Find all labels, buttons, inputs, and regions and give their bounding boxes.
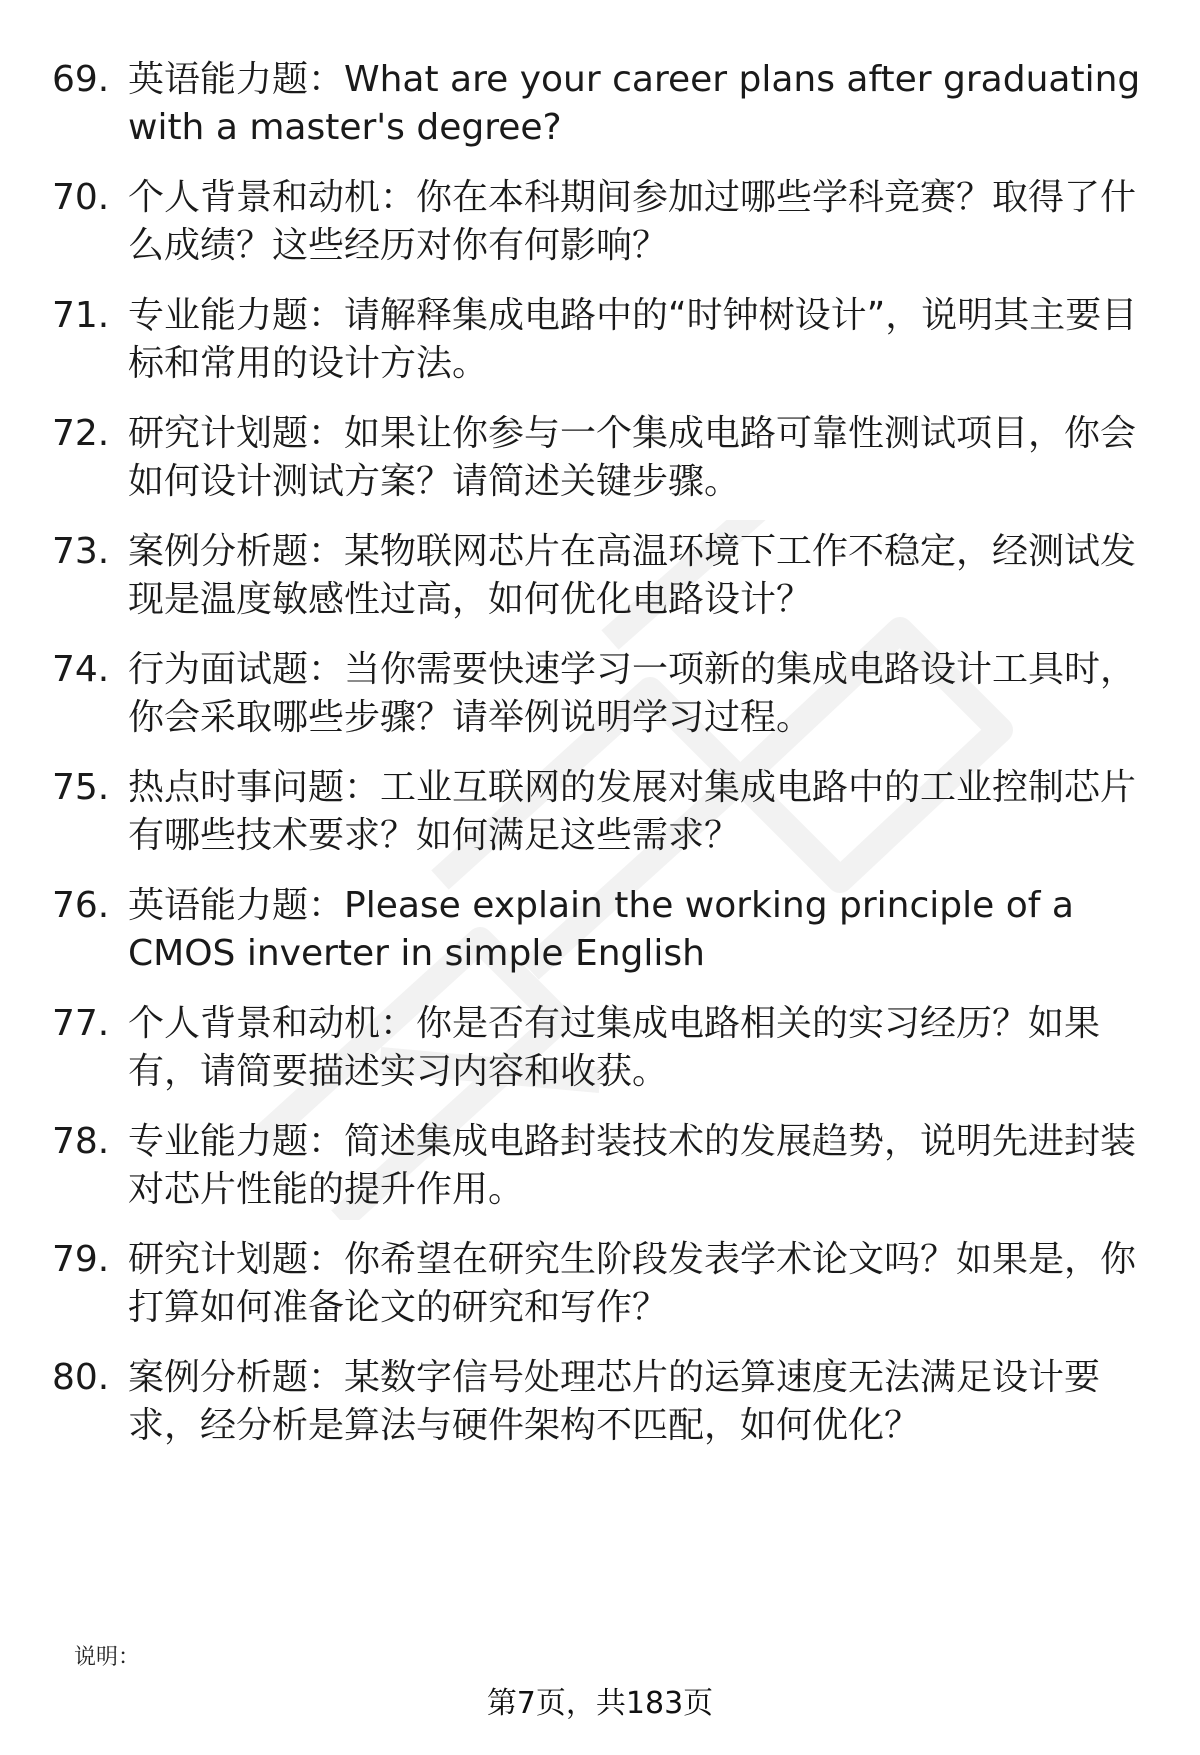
question-number: 70. — [52, 177, 110, 218]
question-number: 80. — [52, 1357, 110, 1398]
question-text: 行为面试题：当你需要快速学习一项新的集成电路设计工具时，你会采取哪些步骤？请举例说明学习过程。 — [128, 649, 1137, 738]
watermark — [180, 520, 1080, 1220]
question-item — [52, 646, 1152, 742]
question-number: 79. — [52, 1239, 110, 1280]
question-item — [52, 1354, 1152, 1450]
question-item — [52, 174, 1152, 270]
question-number: 75. — [52, 767, 110, 808]
question-item — [52, 292, 1152, 388]
question-text: 专业能力题：请解释集成电路中的“时钟树设计”，说明其主要目标和常用的设计方法。 — [128, 295, 1138, 384]
question-text: 英语能力题：What are your career plans after graduating with a master's degree? — [128, 59, 1141, 148]
question-item — [52, 528, 1152, 624]
note-label: 说明： — [74, 1645, 141, 1670]
question-number: 72. — [52, 413, 110, 454]
question-number: 78. — [52, 1121, 110, 1162]
question-item — [52, 882, 1152, 978]
question-text: 案例分析题：某数字信号处理芯片的运算速度无法满足设计要求，经分析是算法与硬件架构不匹配，如何优化？ — [128, 1357, 1101, 1446]
question-number: 73. — [52, 531, 110, 572]
question-text: 个人背景和动机：你在本科期间参加过哪些学科竞赛？取得了什么成绩？这些经历对你有何影响？ — [128, 177, 1137, 266]
question-number: 71. — [52, 295, 110, 336]
question-text: 专业能力题：简述集成电路封装技术的发展趋势，说明先进封装对芯片性能的提升作用。 — [128, 1121, 1137, 1210]
question-item — [52, 56, 1152, 152]
page-footer: 第7页，共183页 — [486, 1686, 714, 1721]
question-item — [52, 1000, 1152, 1096]
question-text: 案例分析题：某物联网芯片在高温环境下工作不稳定，经测试发现是温度敏感性过高，如何优化电路设计？ — [128, 531, 1137, 620]
question-item — [52, 764, 1152, 860]
question-number: 69. — [52, 59, 110, 100]
question-number: 74. — [52, 649, 110, 690]
question-item — [52, 1236, 1152, 1332]
question-text: 研究计划题：你希望在研究生阶段发表学术论文吗？如果是，你打算如何准备论文的研究和写作？ — [128, 1239, 1137, 1328]
question-text: 英语能力题：Please explain the working principle of a CMOS inverter in simple English — [128, 885, 1074, 974]
question-text: 个人背景和动机：你是否有过集成电路相关的实习经历？如果有，请简要描述实习内容和收获。 — [128, 1003, 1101, 1092]
question-text: 热点时事问题：工业互联网的发展对集成电路中的工业控制芯片有哪些技术要求？如何满足这些需求？ — [128, 767, 1137, 856]
question-item — [52, 1118, 1152, 1214]
question-number: 77. — [52, 1003, 110, 1044]
question-item — [52, 410, 1152, 506]
question-number: 76. — [52, 885, 110, 926]
question-text: 研究计划题：如果让你参与一个集成电路可靠性测试项目，你会如何设计测试方案？请简述关键步骤。 — [128, 413, 1137, 502]
